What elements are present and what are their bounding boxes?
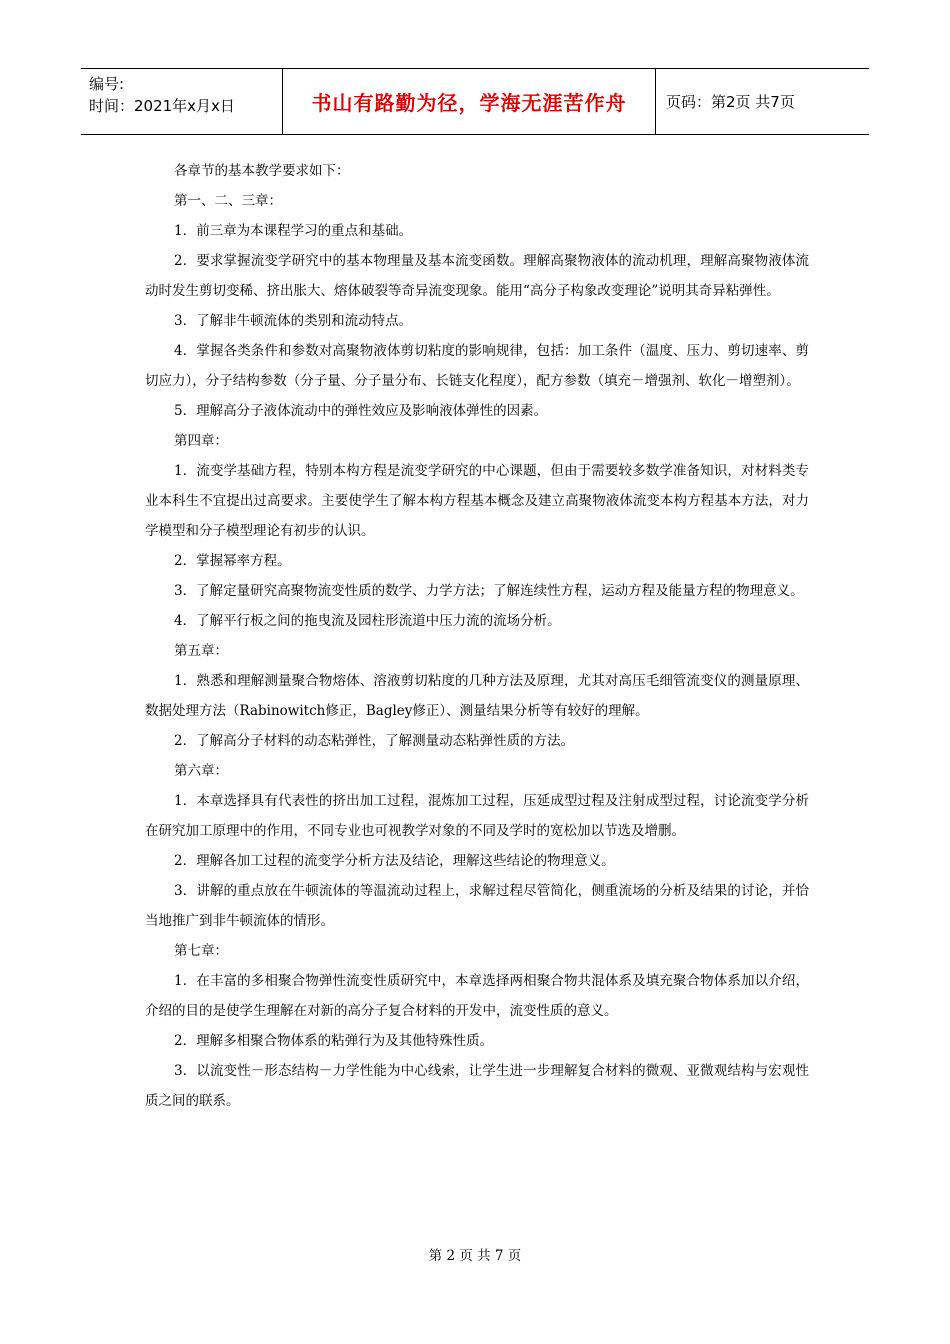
document-date: 时间：2021年x月x日	[89, 97, 235, 115]
document-body	[145, 156, 809, 1116]
paragraph: 第一、二、三章：	[174, 193, 282, 209]
paragraph: 第四章：	[174, 433, 228, 449]
paragraph: 第七章：	[174, 943, 228, 959]
paragraph: 4．掌握各类条件和参数对高聚物液体剪切粘度的影响规律，包括：加工条件（温度、压力、剪切速率、剪切应力），分子结构参数（分子量、分子量分布、长链支化程度），配方参数（填充－增强剂、软化－增塑剂）。	[145, 343, 809, 389]
paragraph: 第五章：	[174, 643, 228, 659]
paragraph: 各章节的基本教学要求如下：	[174, 163, 350, 179]
document-number-label: 编号:	[89, 75, 125, 93]
paragraph: 1．在丰富的多相聚合物弹性流变性质研究中，本章选择两相聚合物共混体系及填充聚合物体系加以介绍，介绍的目的是使学生理解在对新的高分子复合材料的开发中，流变性质的意义。	[145, 973, 809, 1019]
paragraph: 3．了解非牛顿流体的类别和流动特点。	[174, 313, 413, 329]
page-footer: 第 2 页 共 7 页	[428, 1248, 522, 1264]
paragraph: 3．以流变性－形态结构－力学性能为中心线索，让学生进一步理解复合材料的微观、亚微观结构与宏观性质之间的联系。	[145, 1063, 809, 1109]
paragraph: 2．掌握幂率方程。	[174, 553, 291, 569]
paragraph: 1．熟悉和理解测量聚合物熔体、溶液剪切粘度的几种方法及原理，尤其对高压毛细管流变仪的测量原理、数据处理方法（Rabinowitch修正，Bagley修正）、测量结果分析等有较好的理解。	[145, 673, 809, 719]
paragraph: 2．理解各加工过程的流变学分析方法及结论，理解这些结论的物理意义。	[174, 853, 615, 869]
paragraph: 1．流变学基础方程，特别本构方程是流变学研究的中心课题，但由于需要较多数学准备知识，对材料类专业本科生不宜提出过高要求。主要使学生了解本构方程基本概念及建立高聚物液体流变本构方程基本方法，对力学模型和分子模型理论有初步的认识。	[145, 463, 809, 539]
header-motto: 书山有路勤为径，学海无涯苦作舟	[283, 69, 656, 134]
paragraph: 2．要求掌握流变学研究中的基本物理量及基本流变函数。理解高聚物液体的流动机理，理解高聚物液体流动时发生剪切变稀、挤出胀大、熔体破裂等奇异流变现象。能用“高分子构象改变理论”说明其奇异粘弹性。	[145, 253, 809, 299]
paragraph: 3．讲解的重点放在牛顿流体的等温流动过程上，求解过程尽管简化，侧重流场的分析及结果的讨论，并恰当地推广到非牛顿流体的情形。	[145, 883, 809, 929]
paragraph: 2．了解高分子材料的动态粘弹性，了解测量动态粘弹性质的方法。	[174, 733, 575, 749]
paragraph: 1．前三章为本课程学习的重点和基础。	[174, 223, 413, 239]
paragraph: 3．了解定量研究高聚物流变性质的数学、力学方法；了解连续性方程，运动方程及能量方程的物理意义。	[174, 583, 804, 599]
paragraph: 4．了解平行板之间的拖曳流及园柱形流道中压力流的流场分析。	[174, 613, 561, 629]
header-meta	[81, 69, 283, 134]
paragraph: 5．理解高分子液体流动中的弹性效应及影响液体弹性的因素。	[174, 403, 548, 419]
paragraph: 1．本章选择具有代表性的挤出加工过程，混炼加工过程，压延成型过程及注射成型过程，讨论流变学分析在研究加工原理中的作用，不同专业也可视教学对象的不同及学时的宽松加以节选及增删。	[145, 793, 809, 839]
paragraph: 第六章：	[174, 763, 228, 779]
paragraph: 2．理解多相聚合物体系的粘弹行为及其他特殊性质。	[174, 1033, 494, 1049]
header-page-code: 页码：第2页 共7页	[666, 93, 795, 111]
page-header	[81, 68, 869, 135]
